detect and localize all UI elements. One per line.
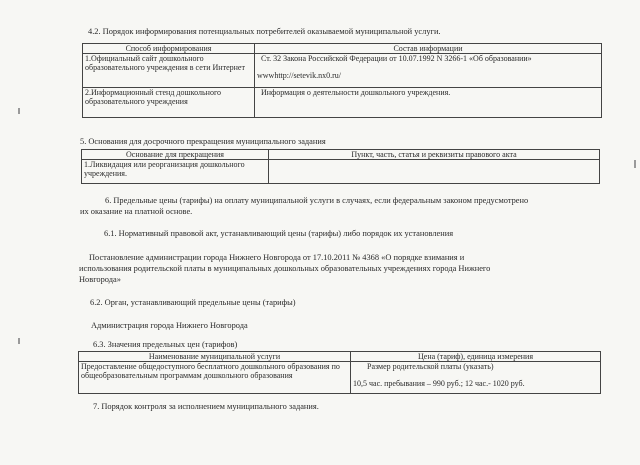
info-stand: Информация о деятельности дошкольного учреждения.: [255, 88, 602, 118]
section-7-heading: 7. Порядок контроля за исполнением муниципального задания.: [93, 402, 319, 411]
authority-name: Администрация города Нижнего Новгорода: [91, 321, 248, 330]
col-header-reason: Основание для прекращения: [82, 150, 269, 160]
service-name: Предоставление общедоступного бесплатного дошкольного образования по общеобразовательным программам дошкольного образования: [79, 362, 351, 394]
price-label: Размер родительской платы (указать): [367, 362, 494, 371]
col-header-legal-act: Пункт, часть, статья и реквизиты правового акта: [269, 150, 600, 160]
termination-table: [81, 149, 600, 184]
price-cell: [351, 362, 601, 394]
col-header-service: Наименование муниципальной услуги: [79, 352, 351, 362]
price-table: [78, 351, 601, 394]
info-law-reference: Ст. 32 Закона Российской Федерации от 10.07.1992 N 3266-1 «Об образовании»: [261, 54, 532, 63]
resolution-line-3: Новгорода»: [79, 275, 121, 284]
method-info-stand: 2.Информационный стенд дошкольного образовательного учреждения: [83, 88, 255, 118]
resolution-line-2: использования родительской платы в муниципальных дошкольных образовательных учреждениях города Нижнего: [79, 264, 491, 273]
termination-reason: 1.Ликвидация или реорганизация дошкольного учреждения.: [82, 160, 269, 184]
price-values: 10,5 час. пребывания – 990 руб.; 12 час.- 1020 руб.: [353, 379, 525, 388]
col-header-info: Состав информации: [255, 44, 602, 54]
resolution-line-1: Постановление администрации города Нижнего Новгорода от 17.10.2011 № 4368 «О порядке взимания и: [89, 253, 465, 262]
section-5-heading: 5. Основания для досрочного прекращения муниципального задания: [80, 137, 326, 146]
section-6-3-heading: 6.3. Значения предельных цен (тарифов): [93, 340, 238, 349]
section-6-2-heading: 6.2. Орган, устанавливающий предельные цены (тарифы): [90, 298, 296, 307]
info-website: [255, 54, 602, 88]
section-6-1-heading: 6.1. Нормативный правовой акт, устанавливающий цены (тарифы) либо порядок их установления: [104, 229, 454, 238]
col-header-method: Способ информирования: [83, 44, 255, 54]
section-6-line-1: 6. Предельные цены (тарифы) на оплату муниципальной услуги в случаях, если федеральным законом предусмотрено: [105, 196, 529, 205]
section-4-2-heading: 4.2. Порядок информирования потенциальных потребителей оказываемой муниципальной услуги.: [88, 27, 441, 36]
method-website: 1.Официальный сайт дошкольного образовательного учреждения в сети Интернет: [83, 54, 255, 88]
scan-mark: [18, 338, 20, 344]
scan-mark: [634, 160, 636, 168]
info-site-url: wwwhttp://setevik.nx0.ru/: [257, 71, 341, 80]
information-methods-table: [82, 43, 602, 118]
section-6-line-2: их оказание на платной основе.: [80, 207, 193, 216]
col-header-price: Цена (тариф), единица измерения: [351, 352, 601, 362]
scan-mark: [18, 108, 20, 114]
legal-act-cell: [269, 160, 600, 184]
